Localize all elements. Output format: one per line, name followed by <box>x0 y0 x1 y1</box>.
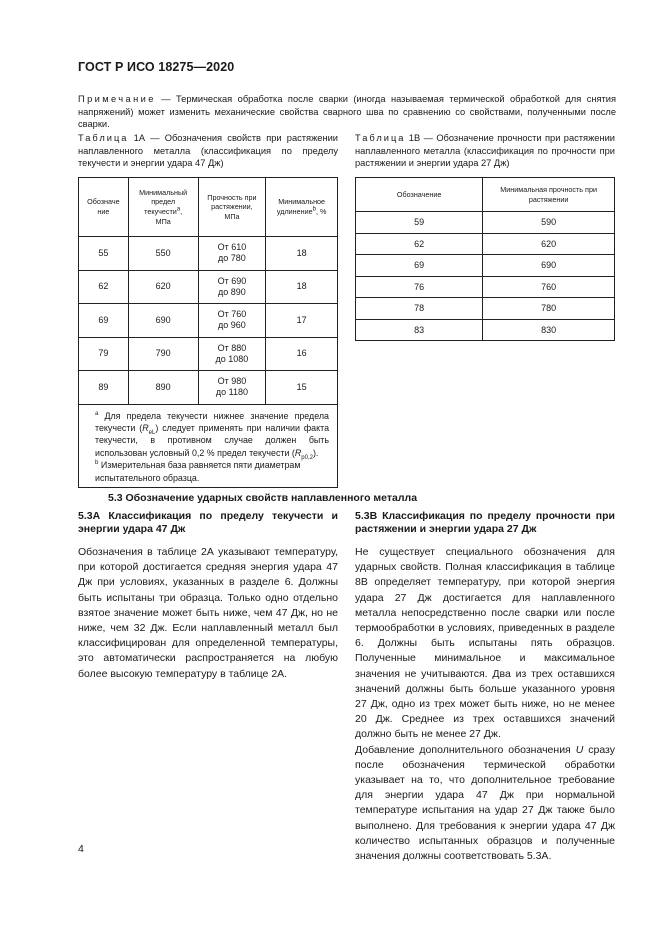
cell-designation: 69 <box>79 304 129 338</box>
cell-yield: 790 <box>128 337 198 371</box>
table-1b-caption <box>355 132 615 170</box>
table-1b-caption-label: Таблица <box>355 133 406 143</box>
cell-designation: 89 <box>79 371 129 405</box>
table-row <box>79 270 338 304</box>
section-5-3a-text: Обозначения в таблице 2А указывают температуру, при которой достигается средняя энергия удара 47 Дж при условиях, указанных в разделе 6. Должны быть испытаны три образца. Только одно отдельно взятое значение может быть ниже, чем 47 Дж, но не ниже, чем 32 Дж. Если наплавленный металл был классифицирован для определенной температуры, это автоматически распространяется на любую более высокую температуру в таблице 2А. <box>78 546 338 680</box>
cell-designation: 59 <box>356 212 483 234</box>
footnotes-cell <box>79 404 338 487</box>
table-row <box>356 255 615 277</box>
cell-yield: 550 <box>128 237 198 271</box>
cell-tensile: 780 <box>483 298 615 320</box>
table-1b <box>355 177 615 341</box>
table-row <box>356 212 615 234</box>
cell-designation: 62 <box>79 270 129 304</box>
section-5-3a-heading: 5.3А Классификация по пределу текучести и энергии удара 47 Дж <box>78 510 338 536</box>
cell-elongation: 18 <box>266 237 338 271</box>
table-1a <box>78 177 338 488</box>
cell-yield: 620 <box>128 270 198 304</box>
document-header: ГОСТ Р ИСО 18275—2020 <box>78 60 235 74</box>
note-dash: — <box>155 94 176 104</box>
table-row <box>356 319 615 341</box>
cell-designation: 83 <box>356 319 483 341</box>
table-row <box>79 304 338 338</box>
table-1b-caption-text: 1В — Обозначение прочности при растяжении наплавленного металла (классификация по прочности при растяжении и энергии удара 27 Дж) <box>355 133 615 169</box>
cell-tensile: 620 <box>483 233 615 255</box>
table-row <box>356 298 615 320</box>
cell-designation: 78 <box>356 298 483 320</box>
cell-tensile: От 610 до 780 <box>198 237 266 271</box>
table-row <box>356 276 615 298</box>
table-1b-header-row <box>356 178 615 212</box>
cell-yield: 690 <box>128 304 198 338</box>
footnote-b: $^b$ Измерительная база равняется пяти диаметрам испытательного образца. <box>95 460 301 483</box>
cell-tensile: 690 <box>483 255 615 277</box>
cell-elongation: 15 <box>266 371 338 405</box>
cell-designation: 55 <box>79 237 129 271</box>
cell-elongation: 17 <box>266 304 338 338</box>
footnote-a: $^a$ Для предела текучести нижнее значение предела текучести $(R_{eL})$ следует применять при наличии факта текучести, в противном случае должен быть использован условный 0,2 % предел текучести $(R_{p0,2})$. <box>95 410 330 461</box>
cell-elongation: 18 <box>266 270 338 304</box>
table-1a-footnotes <box>79 404 338 487</box>
cell-designation: 76 <box>356 276 483 298</box>
section-5-3b-text: Не существует специального обозначения для ударных свойств. Полная классификация в таблице 8В определяет температуру, при которой энергия удара 27 Дж достигается для наплавленного металла непосредственно после сварки или после термообработки в условиях, приведенных в разделе 6. Должны быть испытаны пять образцов. Полученные минимальное и максимальное значения не учитываются. Два из трех оставшихся значений должны быть больше указанного уровня 27 Дж, одно из трех может быть ниже, но не менее 20 Дж. Среднее из трех оставшихся значений должно быть не менее 27 Дж. Добавление дополнительного обозначения U сразу после обозначения термической обработки указывает на то, что дополнительное требование для энергии удара 47 Дж при нормальной температуре испытания на удар 27 Дж также было выполнено. Для требования к энергии удара 47 Дж количество испытанных образцов и полученные значения должны соответствовать 5.3А. <box>355 546 615 863</box>
cell-designation: 62 <box>356 233 483 255</box>
section-5-3b-heading: 5.3В Классификация по пределу прочности при растяжении и энергии удара 27 Дж <box>355 510 615 536</box>
cell-tensile: 760 <box>483 276 615 298</box>
header-designation: Обозначение <box>356 178 483 212</box>
header-min-tensile: Минимальная прочность при растяжении <box>483 178 615 212</box>
table-row <box>79 371 338 405</box>
cell-tensile: От 880 до 1080 <box>198 337 266 371</box>
note-paragraph <box>78 93 616 131</box>
header-tensile-strength: Прочность при растяжении, МПа <box>198 178 266 237</box>
cell-tensile: 590 <box>483 212 615 234</box>
table-row <box>79 337 338 371</box>
header-designation: Обозначение <box>79 178 129 237</box>
cell-tensile: От 690 до 890 <box>198 270 266 304</box>
cell-tensile: 830 <box>483 319 615 341</box>
note-text: Термическая обработка после сварки (иногда называемая термической обработкой для снятия напряжений) может изменить механические свойства сварного шва по сравнению со свойствами, полученными после сварки. <box>78 94 617 130</box>
table-1a-caption-label: Таблица <box>78 133 129 143</box>
note-label: Примечание <box>78 94 156 104</box>
table-row <box>356 233 615 255</box>
header-min-yield: Минимальный предел текучести$^a$, МПа <box>128 178 198 237</box>
cell-designation: 79 <box>79 337 129 371</box>
page-number: 4 <box>78 843 84 855</box>
table-1a-caption <box>78 132 338 170</box>
table-1a-caption-text: 1А — Обозначения свойств при растяжении наплавленного металла (классификация по пределу текучести и энергии удара 47 Дж) <box>78 133 338 169</box>
cell-tensile: От 980 до 1180 <box>198 371 266 405</box>
cell-yield: 890 <box>128 371 198 405</box>
cell-elongation: 16 <box>266 337 338 371</box>
table-row <box>79 237 338 271</box>
cell-designation: 69 <box>356 255 483 277</box>
cell-tensile: От 760 до 960 <box>198 304 266 338</box>
header-min-elongation: Минимальное удлинение$^b$, % <box>266 178 338 237</box>
table-1a-header-row <box>79 178 338 237</box>
section-5-3-heading: 5.3 Обозначение ударных свойств наплавленного металла <box>108 492 418 504</box>
